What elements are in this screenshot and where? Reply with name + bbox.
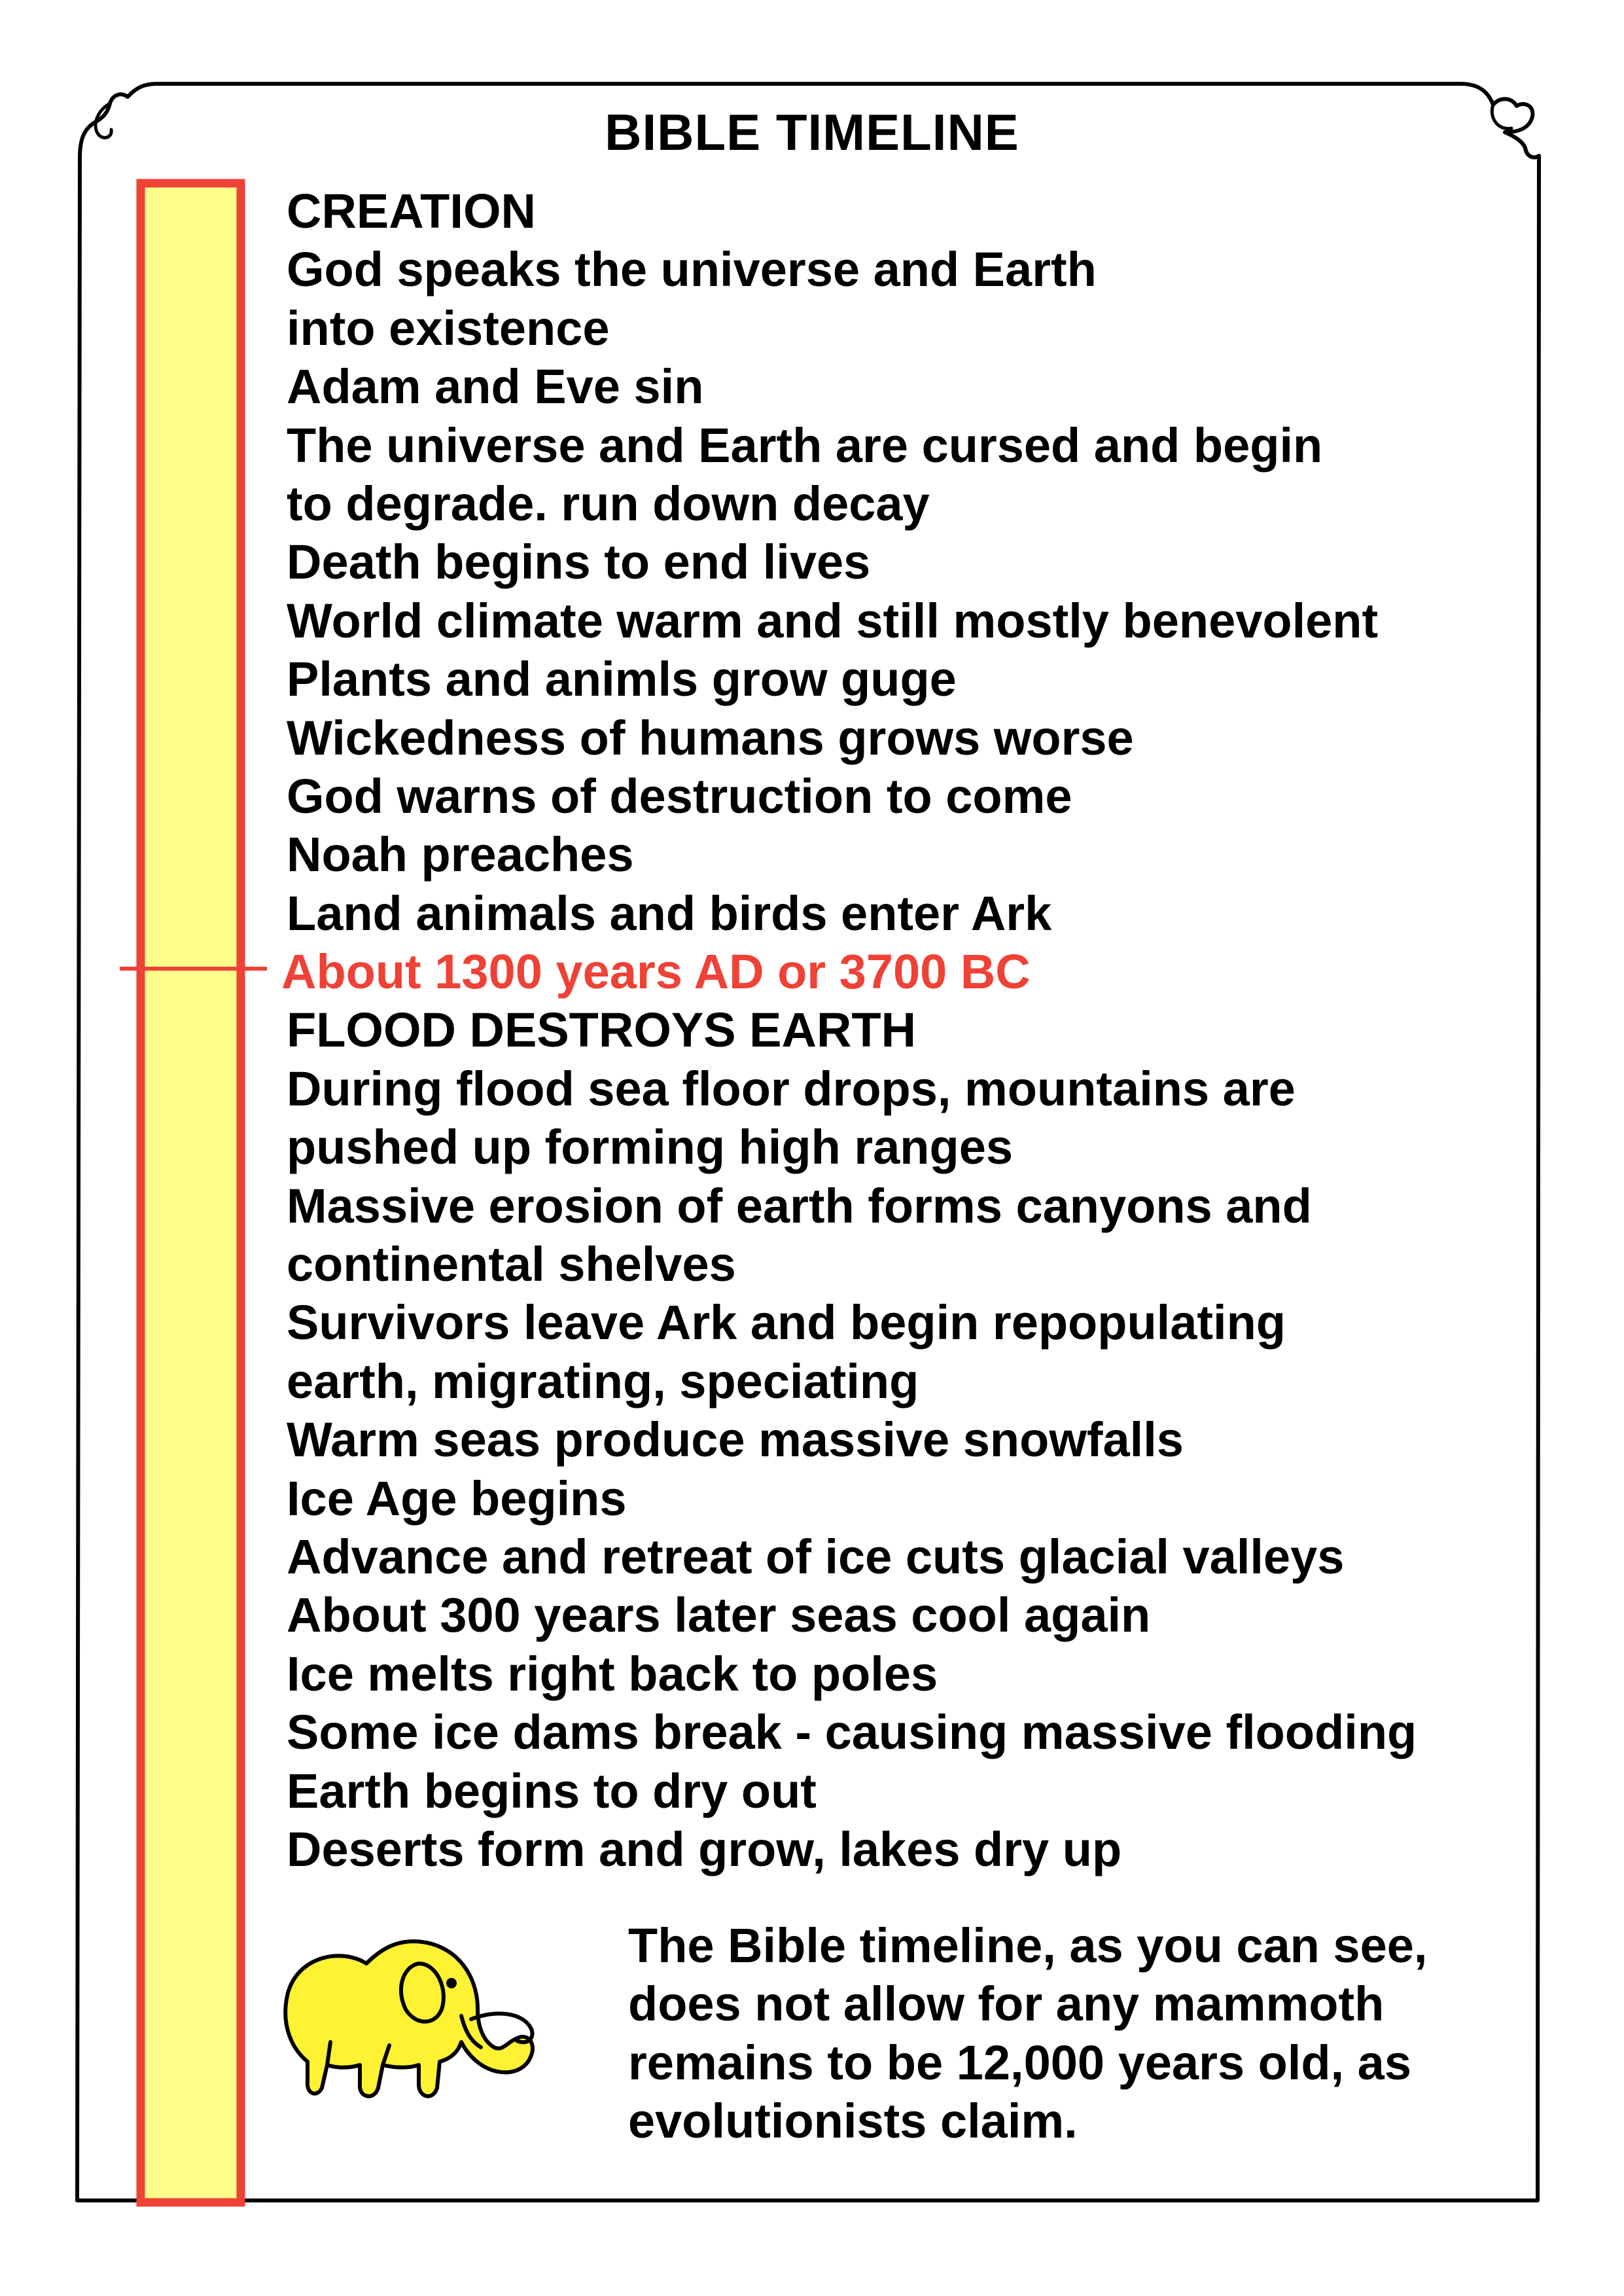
timeline-item: About 300 years later seas cool again — [287, 1588, 1151, 1643]
timeline-heading-creation: CREATION — [287, 184, 536, 238]
timeline-item: Warm seas produce massive snowfalls — [287, 1412, 1184, 1467]
timeline-item: Adam and Eve sin — [287, 359, 704, 414]
timeline-item: Deserts form and grow, lakes dry up — [287, 1821, 1122, 1876]
timeline-list — [281, 182, 1582, 1878]
timeline-item: Ice Age begins — [287, 1471, 627, 1526]
timeline-item: continental shelves — [287, 1237, 736, 1292]
timeline-item: God speaks the universe and Earth — [287, 242, 1097, 297]
timeline-item: Land animals and birds enter Ark — [287, 886, 1052, 941]
timeline-item: The universe and Earth are cursed and begin — [287, 418, 1323, 473]
timeline-item: into existence — [287, 300, 610, 355]
timeline-heading-flood: FLOOD DESTROYS EARTH — [287, 1003, 917, 1058]
conclusion-line: remains to be 12,000 years old, as — [628, 2035, 1411, 2090]
timeline-item: Noah preaches — [287, 827, 634, 882]
conclusion-line: The Bible timeline, as you can see, — [628, 1918, 1428, 1973]
timeline-item: pushed up forming high ranges — [287, 1120, 1013, 1175]
conclusion-text — [628, 1916, 1544, 2151]
mammoth-icon — [285, 1941, 533, 2096]
timeline-item: Earth begins to dry out — [287, 1763, 817, 1818]
timeline-item: Ice melts right back to poles — [287, 1646, 938, 1701]
page-title: BIBLE TIMELINE — [605, 103, 1019, 161]
timeline-item: Wickedness of humans grows worse — [287, 710, 1134, 765]
timeline-item: Advance and retreat of ice cuts glacial valleys — [287, 1529, 1345, 1584]
timeline-date-marker: About 1300 years AD or 3700 BC — [281, 944, 1031, 999]
timeline-item: During flood sea floor drops, mountains are — [287, 1061, 1296, 1116]
timeline-bar — [141, 183, 241, 2202]
timeline-item: Death begins to end lives — [287, 535, 871, 590]
timeline-item: earth, migrating, speciating — [287, 1354, 919, 1408]
timeline-item: Plants and animls grow guge — [287, 652, 957, 707]
conclusion-line: does not allow for any mammoth — [628, 1977, 1385, 2032]
timeline-item: to degrade. run down decay — [287, 476, 930, 531]
timeline-item: God warns of destruction to come — [287, 768, 1072, 823]
timeline-item: Survivors leave Ark and begin repopulating — [287, 1295, 1286, 1350]
timeline-item: World climate warm and still mostly benevolent — [287, 593, 1379, 648]
timeline-item: Massive erosion of earth forms canyons and — [287, 1178, 1312, 1233]
conclusion-line: evolutionists claim. — [628, 2094, 1078, 2149]
timeline-item: Some ice dams break - causing massive flooding — [287, 1705, 1417, 1760]
